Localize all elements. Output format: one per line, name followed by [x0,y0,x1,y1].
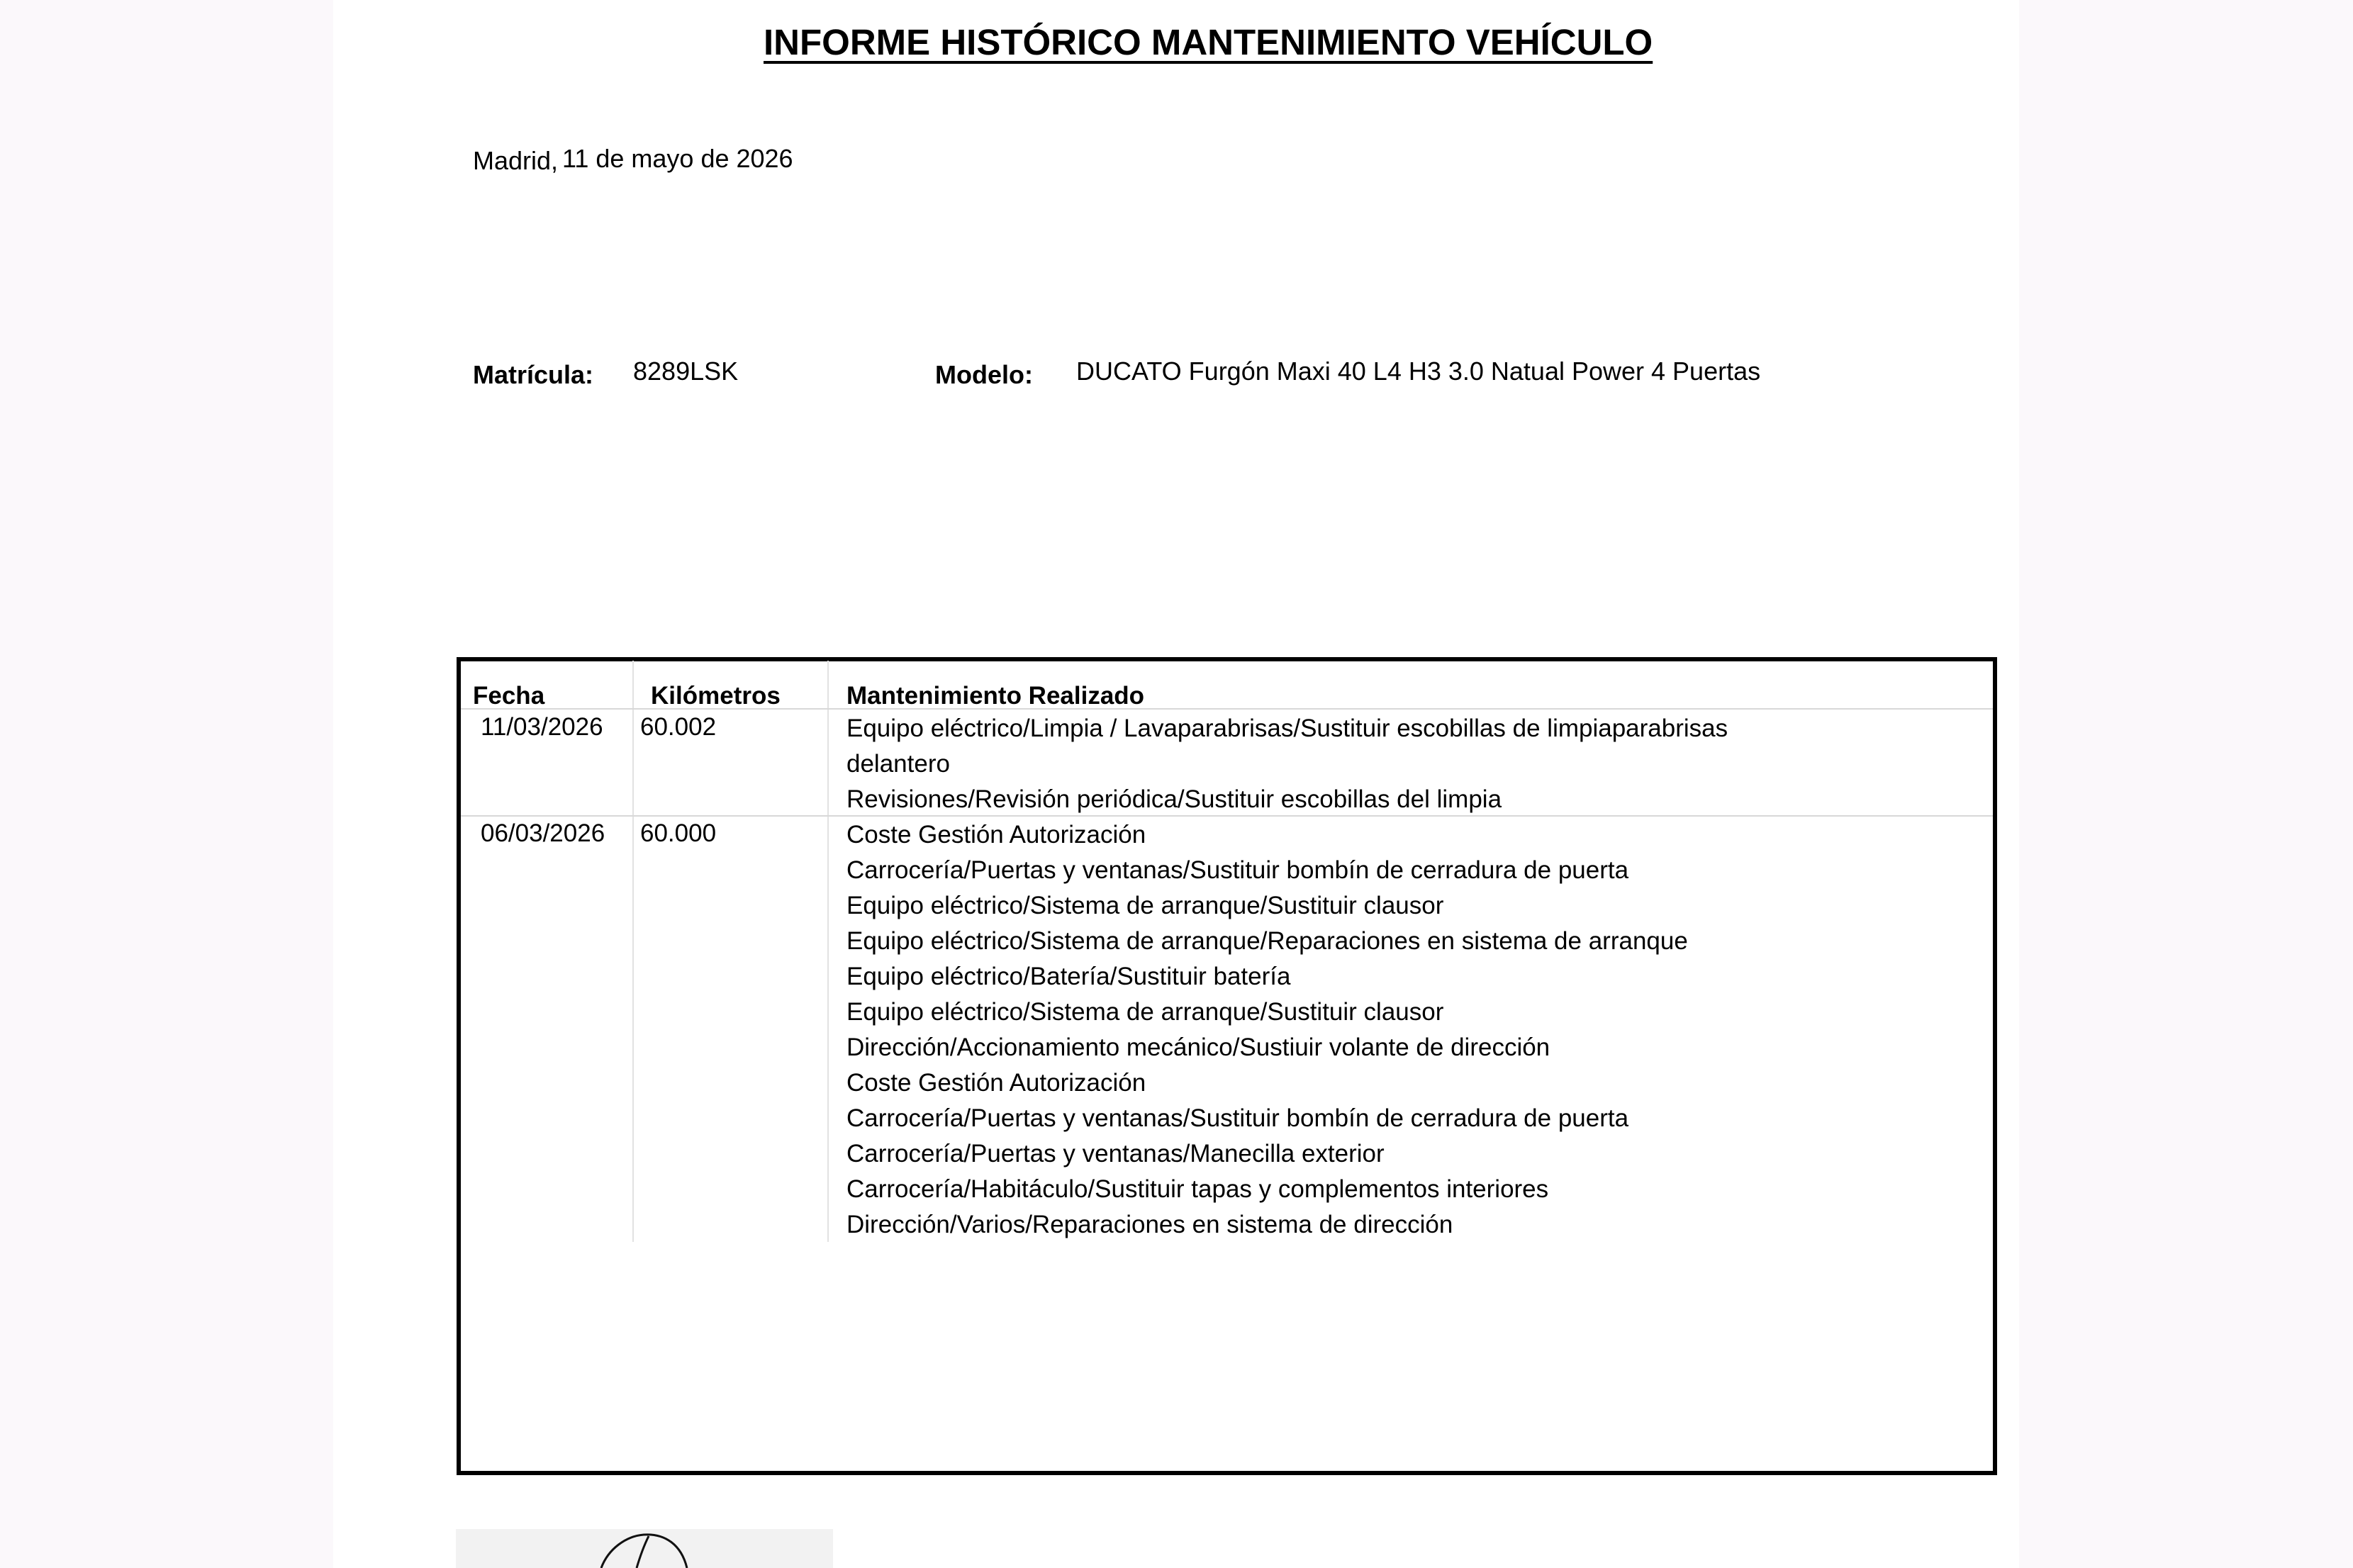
maintenance-line: delantero [846,750,950,778]
signature-image [456,1529,833,1568]
row-maintenance-list [846,817,1688,1243]
maintenance-line: Equipo eléctrico/Sistema de arranque/Sustituir clausor [846,892,1444,919]
row-date: 11/03/2026 [481,713,603,741]
maintenance-line: Coste Gestión Autorización [846,1069,1146,1097]
model-label: Modelo: [935,360,1033,389]
maintenance-line: Equipo eléctrico/Batería/Sustituir batería [846,963,1291,990]
maintenance-line: Carrocería/Puertas y ventanas/Manecilla exterior [846,1140,1385,1167]
maintenance-line: Dirección/Accionamiento mecánico/Sustiuir volante de dirección [846,1034,1550,1061]
report-date: 11 de mayo de 2026 [562,144,793,173]
model-value: DUCATO Furgón Maxi 40 L4 H3 3.0 Natual Power 4 Puertas [1076,357,1761,386]
report-title: INFORME HISTÓRICO MANTENIMIENTO VEHÍCULO [764,22,1653,62]
header-km: Kilómetros [651,682,781,710]
maintenance-line: Coste Gestión Autorización [846,821,1146,849]
maintenance-line: Dirección/Varios/Reparaciones en sistema de dirección [846,1211,1453,1238]
maintenance-line: Carrocería/Habitáculo/Sustituir tapas y complementos interiores [846,1175,1549,1203]
column-divider [827,661,829,1242]
maintenance-line: Carrocería/Puertas y ventanas/Sustituir bombín de cerradura de puerta [846,1104,1629,1132]
place-text: Madrid, [473,146,559,175]
header-maintenance: Mantenimiento Realizado [846,682,1145,710]
row-km: 60.000 [640,819,717,847]
header-date: Fecha [473,682,545,710]
maintenance-line: Equipo eléctrico/Sistema de arranque/Sustituir clausor [846,998,1444,1026]
column-divider [632,661,634,1242]
maintenance-line: Revisiones/Revisión periódica/Sustituir escobillas del limpia [846,785,1502,813]
row-maintenance-list [846,711,1728,817]
maintenance-line: Equipo eléctrico/Sistema de arranque/Reparaciones en sistema de arranque [846,927,1688,955]
plate-label: Matrícula: [473,360,594,389]
row-km: 60.002 [640,713,717,741]
maintenance-line: Carrocería/Puertas y ventanas/Sustituir bombín de cerradura de puerta [846,856,1629,884]
plate-value: 8289LSK [633,357,739,386]
maintenance-line: Equipo eléctrico/Limpia / Lavaparabrisas/Sustituir escobillas de limpiaparabrisas [846,715,1728,742]
signature-stroke [456,1529,833,1568]
row-date: 06/03/2026 [481,819,605,847]
